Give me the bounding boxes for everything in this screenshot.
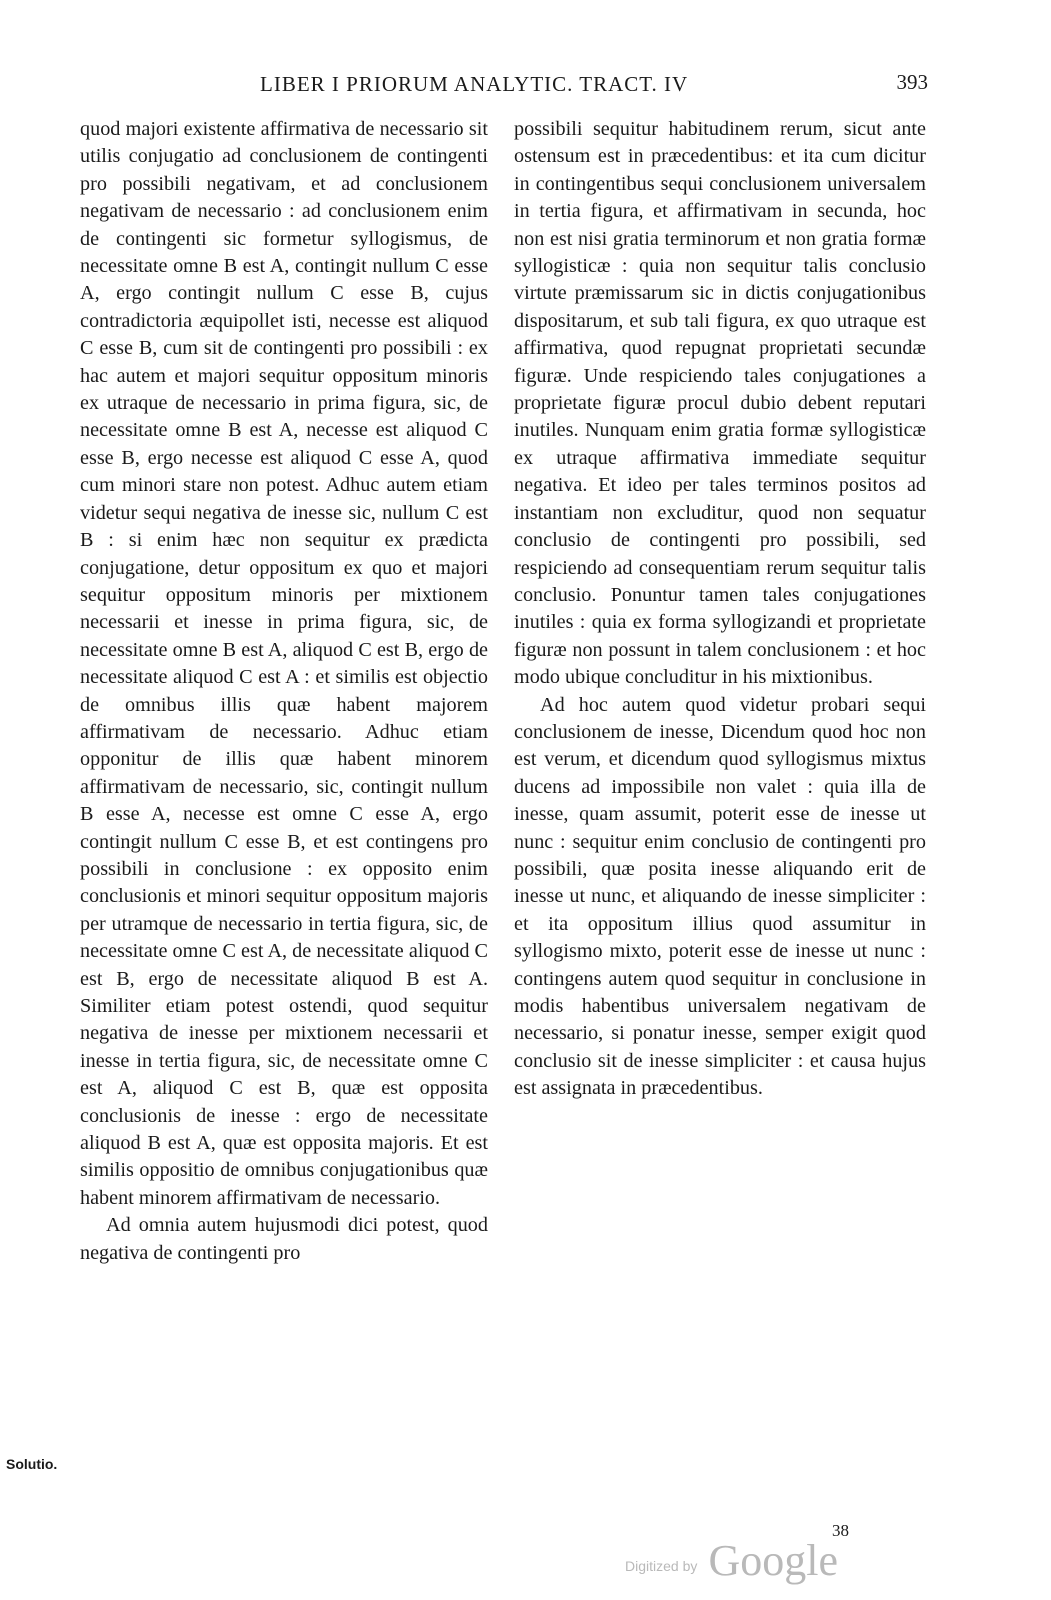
page-number: 393 [896, 70, 928, 94]
google-logo: Google [708, 1536, 838, 1585]
paragraph: Ad hoc autem quod videtur probari sequi conclusionem de inesse, Dicendum quod hoc non est verum, et dicendum quod syllogismus mixtus ducens ad impossibile non valet : quia illa de inesse, quam assumit, poterit esse de inesse ut nunc : sequitur enim conclusio de contingenti pro possibili, quæ posita inesse aliquando erit de inesse ut nunc, et aliquando de inesse simpliciter : et ita oppositum illius quod assumitur in syllogismo mixto, poterit esse de inesse ut nunc : contingens autem quod sequitur in conclusione in modis habentibus universalem negativam de necessario, si ponatur inesse, semper exigit quod conclusio sit de inesse simpliciter : et causa hujus est assignata in præcedentibus. [514, 693, 926, 1100]
google-watermark [625, 1535, 838, 1586]
paragraph: quod majori existente affirmativa de necessario sit utilis conjugatio ad conclusionem de contingenti pro possibili negativam, et ad conclusionem negativam de necessario : ad conclusionem enim de contingenti sic formetur syllogismus, de necessitate omne B est A, contingit nullum C esse A, ergo contingit nullum C esse B, cujus contradictoria æquipollet isti, necesse est aliquod C esse B, cum sit de contingenti pro possibili : ex hac autem et majori sequitur oppositum minoris ex utraque de necessario in prima figura, sic, de necessitate omne B est A, necesse est aliquod C esse B, ergo necesse est aliquod C esse A, quod cum minori stare non potest. Adhuc autem etiam videtur sequi negativa de inesse sic, nullum C est B : si enim hæc non sequitur ex prædicta conjugatione, detur oppositum ex quo et majori sequitur oppositum minoris per mixtionem necessarii et inesse in prima figura, sic, de necessitate omne B est A, aliquod C est B, ergo de necessitate aliquod C est A : et similis est objectio de omnibus illis quæ habent majorem affirmativam de necessario. Adhuc etiam opponitur de illis quæ habent minorem affirmativam de necessario, sic, contingit nullum B esse A, necesse est omne C esse A, ergo contingit nullum C esse B, et est contingens pro possibili in conclusione : ex opposito enim conclusionis et minori sequitur oppositum majoris per utramque de necessario in tertia figura, sic, de necessitate omne C est A, de necessitate aliquod C est B, ergo de necessitate aliquod B est A. Similiter etiam potest ostendi, quod sequitur negativa de inesse per mixtionem necessarii et inesse in tertia figura, sic, de necessitate omne C est A, aliquod C est B, quæ est opposita conclusionis de inesse : ergo de necessitate aliquod B est A, quæ est opposita majoris. Et est similis oppositio de omnibus conjugationibus quæ habent minorem affirmativam de necessario. [80, 118, 488, 1209]
signature-mark: 38 [832, 1521, 849, 1540]
margin-note: Solutio. [6, 1456, 58, 1472]
left-column [80, 116, 488, 1267]
watermark-digitized-text: Digitized by [625, 1558, 698, 1574]
running-title: LIBER I PRIORUM ANALYTIC. TRACT. IV [260, 72, 689, 96]
right-column [514, 116, 926, 1103]
paragraph: possibili sequitur habitudinem rerum, sicut ante ostensum est in præcedentibus: et ita cum dicitur in contingentibus sequi conclusionem universalem in tertia figura, et affirmativam in secunda, hoc non est nisi gratia terminorum et non gratia formæ syllogisticæ : quia non sequitur talis conclusio virtute præmissarum sic in dictis conjugationibus dispositarum, et sub tali figura, ex quo utraque est affirmativa, quod repugnat proprietati secundæ figuræ. Unde respiciendo tales conjugationes a proprietate figuræ procul dubio debent reputari inutiles. Nunquam enim gratia formæ syllogisticæ ex utraque affirmativa immediate sequitur negativa. Et ideo per tales terminos positos ad instantiam non excluditur, quod non sequatur conclusio de contingenti pro possibili, sed respiciendo ad consequentiam rerum sequitur talis conclusio. Ponuntur tamen tales conjugationes inutiles : quia ex forma syllogizandi et proprietate figuræ non possunt in talem conclusionem : et hoc modo ubique concluditur in his mixtionibus. [514, 118, 926, 689]
paragraph-solutio: Ad omnia autem hujusmodi dici potest, quod negativa de contingenti pro [80, 1214, 488, 1264]
